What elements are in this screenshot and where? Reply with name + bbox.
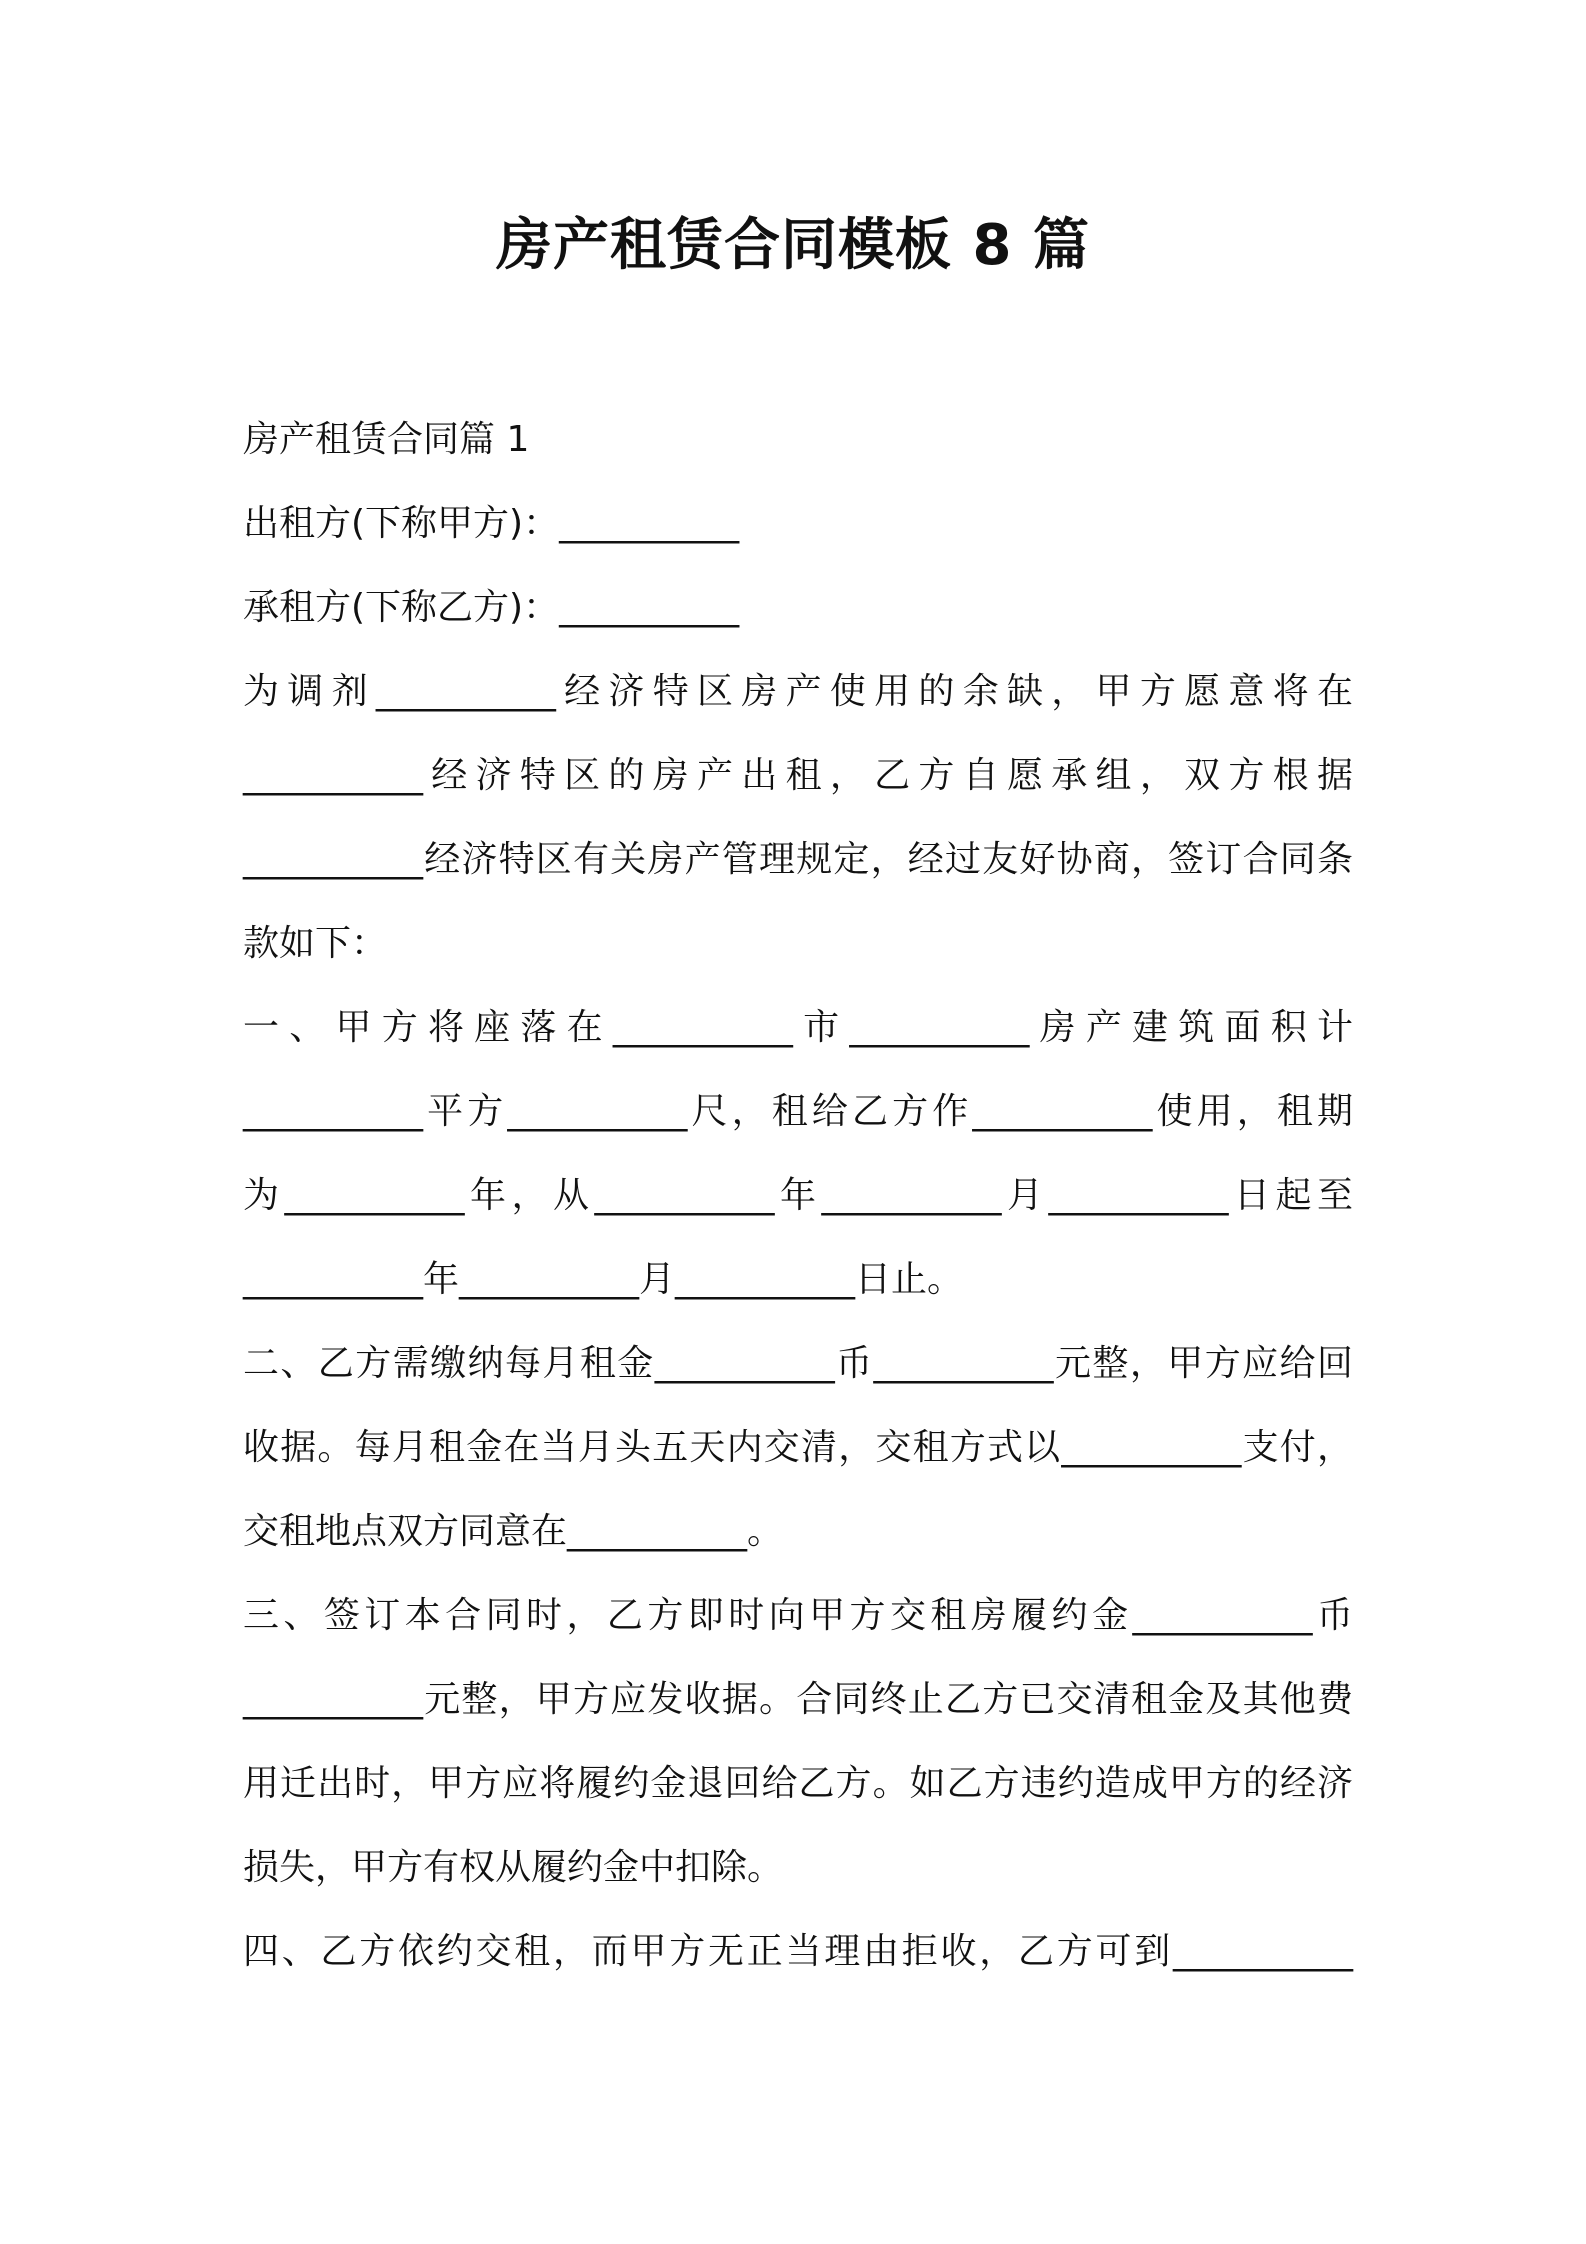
clause-3-line: __________元整，甲方应发收据。合同终止乙方已交清租金及其他费 (243, 1679, 1353, 1720)
clause-3-line: 用迁出时，甲方应将履约金退回给乙方。如乙方违约造成甲方的经济 (243, 1763, 1353, 1804)
paragraph-line: __________经济特区有关房产管理规定，经过友好协商，签订合同条 (243, 839, 1353, 880)
clause-3-line: 三、签订本合同时，乙方即时向甲方交租房履约金__________币 (243, 1595, 1353, 1636)
clause-1-line: __________平方__________尺，租给乙方作__________使用，租期 (243, 1091, 1353, 1132)
clause-2-line: 交租地点双方同意在__________。 (243, 1511, 784, 1552)
paragraph-line: __________经济特区的房产出租，乙方自愿承组，双方根据 (243, 755, 1353, 796)
page-title: 房产租赁合同模板 8 篇 (496, 213, 1090, 278)
clause-1-line: 为__________年，从__________年__________月__________日起至 (243, 1175, 1353, 1216)
clause-2-line: 收据。每月租金在当月头五天内交清，交租方式以__________支付， (243, 1427, 1353, 1468)
paragraph-line: 为调剂__________经济特区房产使用的余缺，甲方愿意将在 (243, 671, 1353, 712)
clause-1-line: 一、甲方将座落在__________市__________房产建筑面积计 (243, 1007, 1353, 1048)
lessee-line: 承租方(下称乙方)：__________ (243, 587, 740, 628)
clause-1-line: __________年__________月__________日止。 (243, 1259, 964, 1300)
paragraph-line: 款如下： (243, 923, 388, 964)
clause-3-line: 损失，甲方有权从履约金中扣除。 (243, 1847, 784, 1888)
lessor-line: 出租方(下称甲方)：__________ (243, 503, 740, 544)
clause-4-line: 四、乙方依约交租，而甲方无正当理由拒收，乙方可到__________ (243, 1931, 1353, 1972)
clause-2-line: 二、乙方需缴纳每月租金__________币__________元整，甲方应给回 (243, 1343, 1353, 1384)
section-heading: 房产租赁合同篇 1 (243, 419, 530, 460)
